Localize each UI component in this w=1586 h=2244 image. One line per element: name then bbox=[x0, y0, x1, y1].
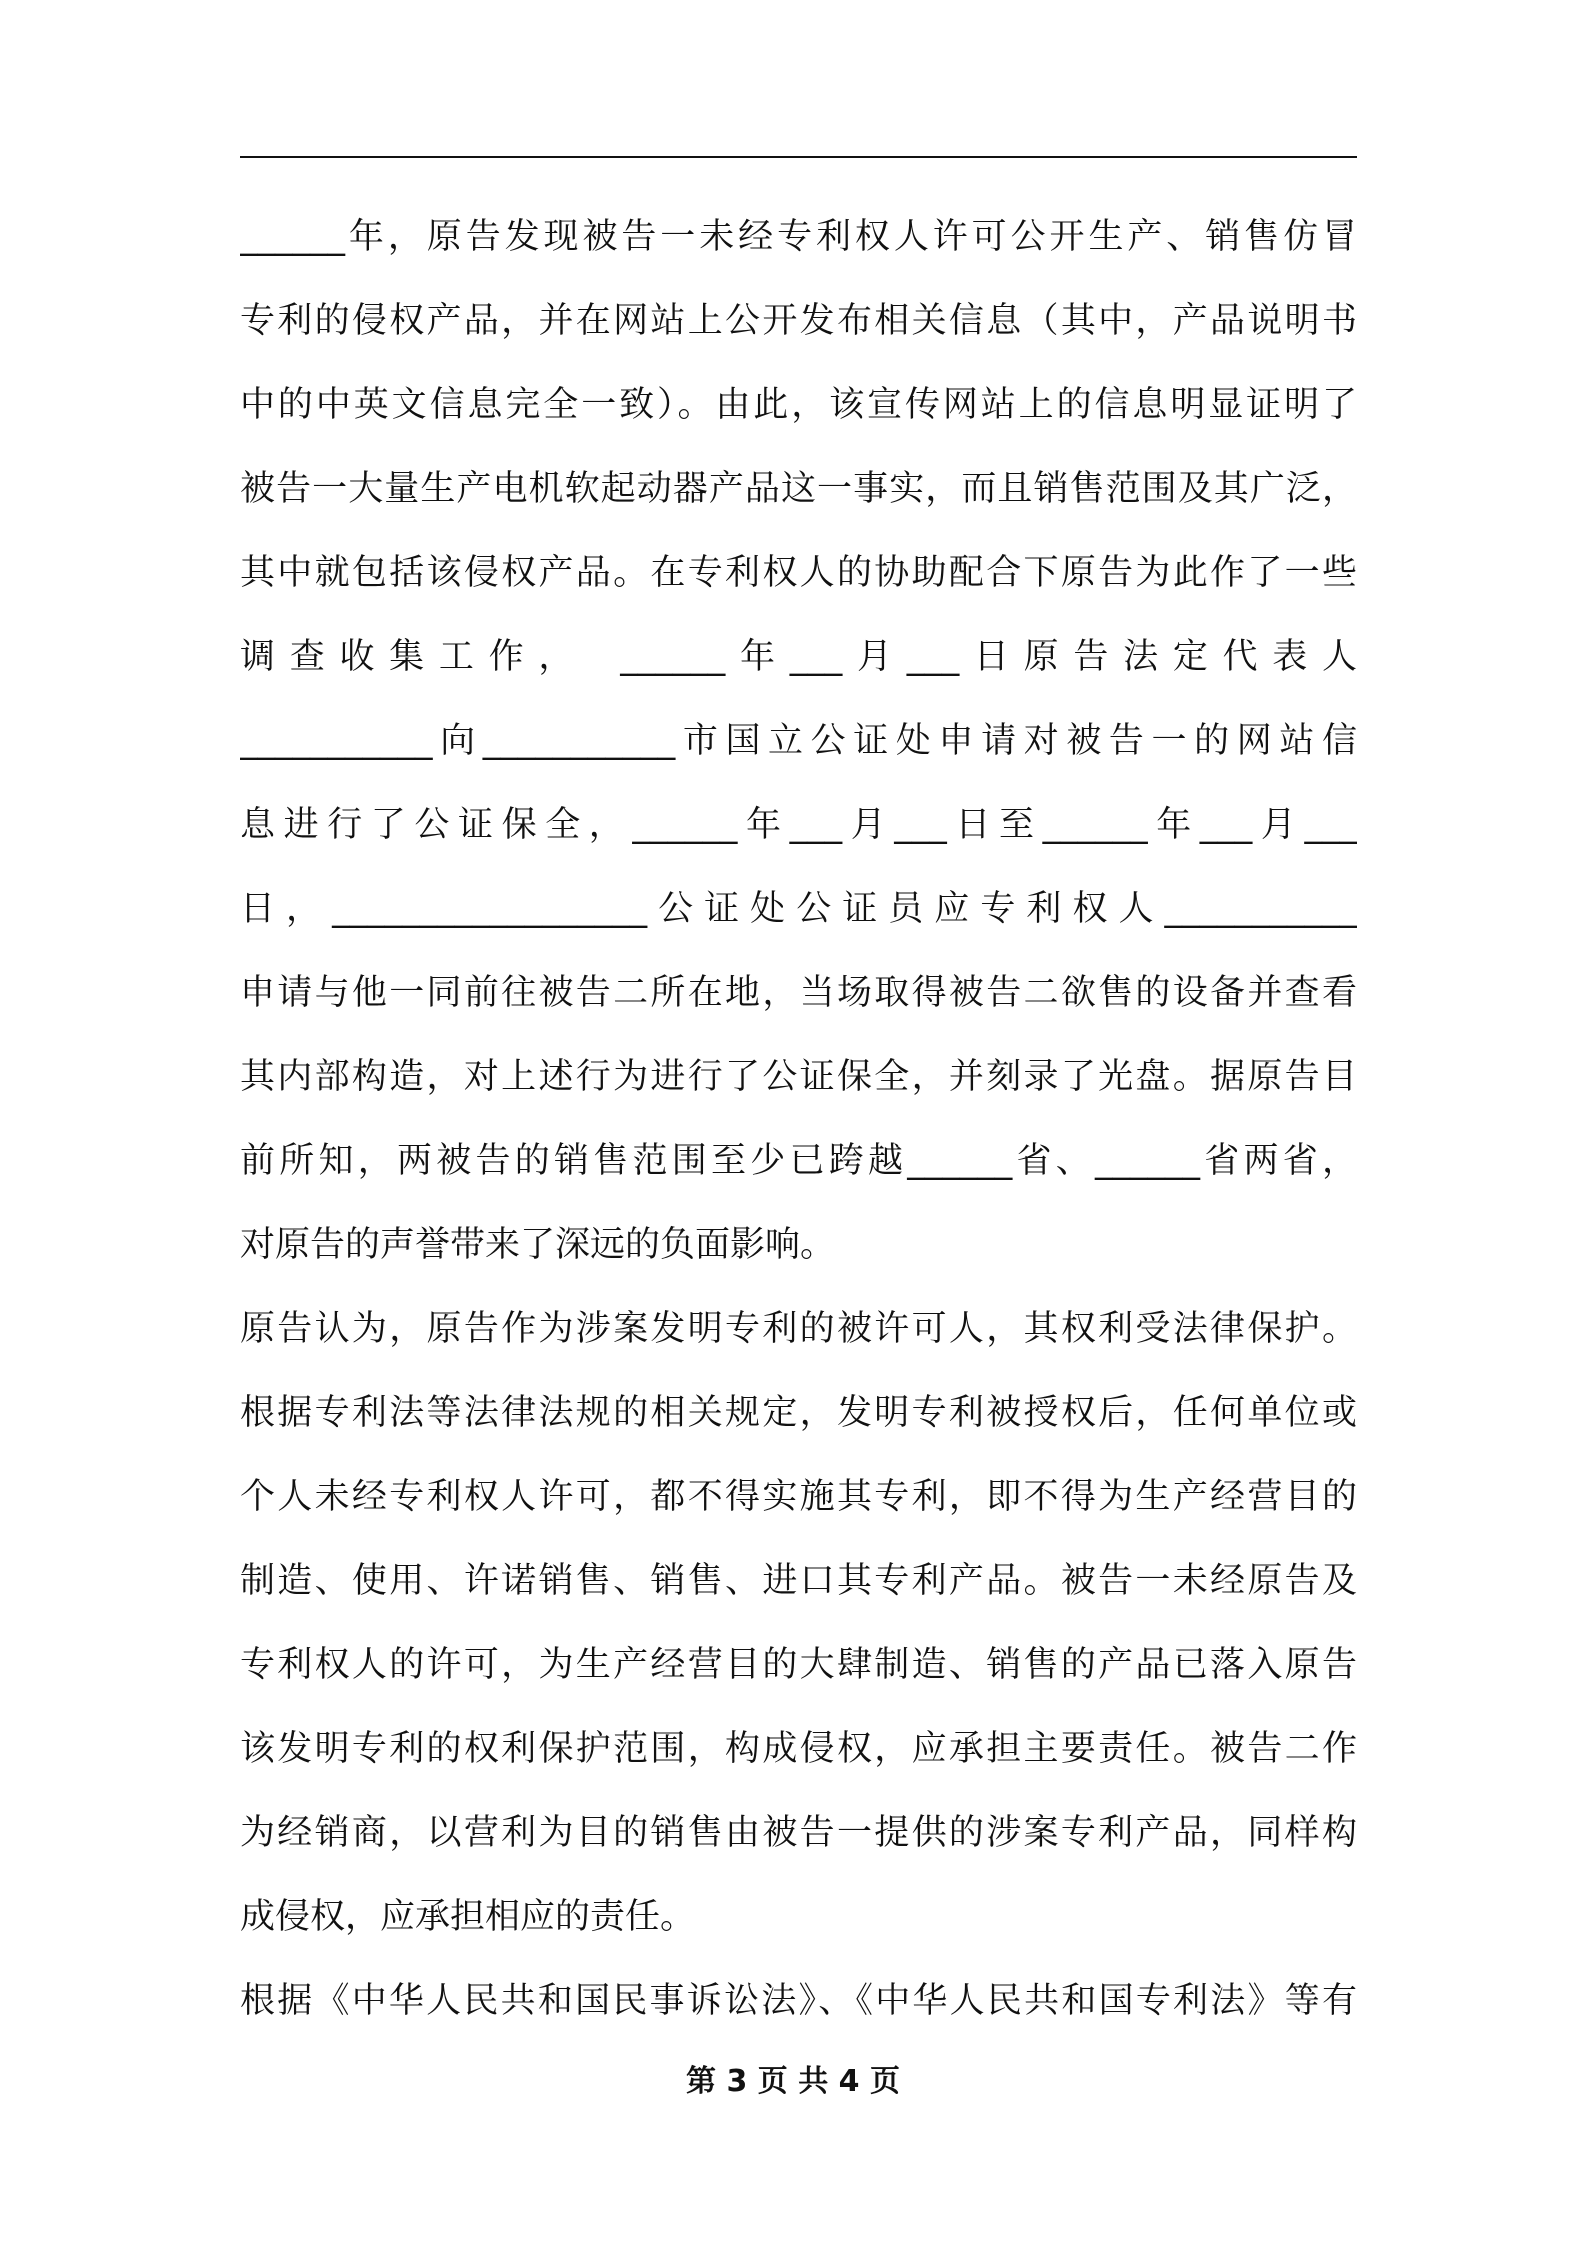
text-line: 其中就包括该侵权产品。在专利权人的协助配合下原告为此作了一些 bbox=[240, 553, 1357, 593]
text-line: 前所知，两被告的销售范围至少已跨越______省、______省两省， bbox=[240, 1141, 1357, 1181]
text-line: 息进行了公证保全，______年___月___日至______年___月___ bbox=[240, 805, 1357, 845]
text-line: 制造、使用、许诺销售、销售、进口其专利产品。被告一未经原告及 bbox=[240, 1561, 1357, 1601]
text-line: 专利权人的许可，为生产经营目的大肆制造、销售的产品已落入原告 bbox=[240, 1645, 1357, 1685]
text-line: 原告认为，原告作为涉案发明专利的被许可人，其权利受法律保护。 bbox=[240, 1309, 1357, 1349]
page-number: 第 3 页 共 4 页 bbox=[686, 2064, 900, 2099]
text-line: 为经销商，以营利为目的销售由被告一提供的涉案专利产品，同样构 bbox=[240, 1813, 1357, 1853]
text-line: 中的中英文信息完全一致）。由此，该宣传网站上的信息明显证明了 bbox=[240, 385, 1357, 425]
text-line: 其内部构造，对上述行为进行了公证保全，并刻录了光盘。据原告目 bbox=[240, 1057, 1357, 1097]
text-line: 被告一大量生产电机软起动器产品这一事实，而且销售范围及其广泛， bbox=[240, 469, 1357, 509]
text-line: 日，__________________公证处公证员应专利权人___________ bbox=[240, 889, 1357, 929]
text-line: 根据专利法等法律法规的相关规定，发明专利被授权后，任何单位或 bbox=[240, 1393, 1357, 1433]
text-line: 调查收集工作， ______年___月___日原告法定代表人 bbox=[240, 637, 1357, 677]
text-line: 对原告的声誉带来了深远的负面影响。 bbox=[240, 1225, 836, 1265]
text-line: 成侵权，应承担相应的责任。 bbox=[240, 1897, 696, 1937]
text-line: 该发明专利的权利保护范围，构成侵权，应承担主要责任。被告二作 bbox=[240, 1729, 1357, 1769]
header-rule bbox=[240, 156, 1357, 158]
body-text bbox=[240, 195, 1357, 2043]
text-line: 专利的侵权产品，并在网站上公开发布相关信息（其中，产品说明书 bbox=[240, 301, 1357, 341]
text-line: 申请与他一同前往被告二所在地，当场取得被告二欲售的设备并查看 bbox=[240, 973, 1357, 1013]
text-line: 根据《中华人民共和国民事诉讼法》、《中华人民共和国专利法》等有 bbox=[240, 1981, 1357, 2021]
text-line: ______年，原告发现被告一未经专利权人许可公开生产、销售仿冒 bbox=[240, 217, 1357, 257]
text-line: ___________向___________市国立公证处申请对被告一的网站信 bbox=[240, 721, 1357, 761]
text-line: 个人未经专利权人许可，都不得实施其专利，即不得为生产经营目的 bbox=[240, 1477, 1357, 1517]
